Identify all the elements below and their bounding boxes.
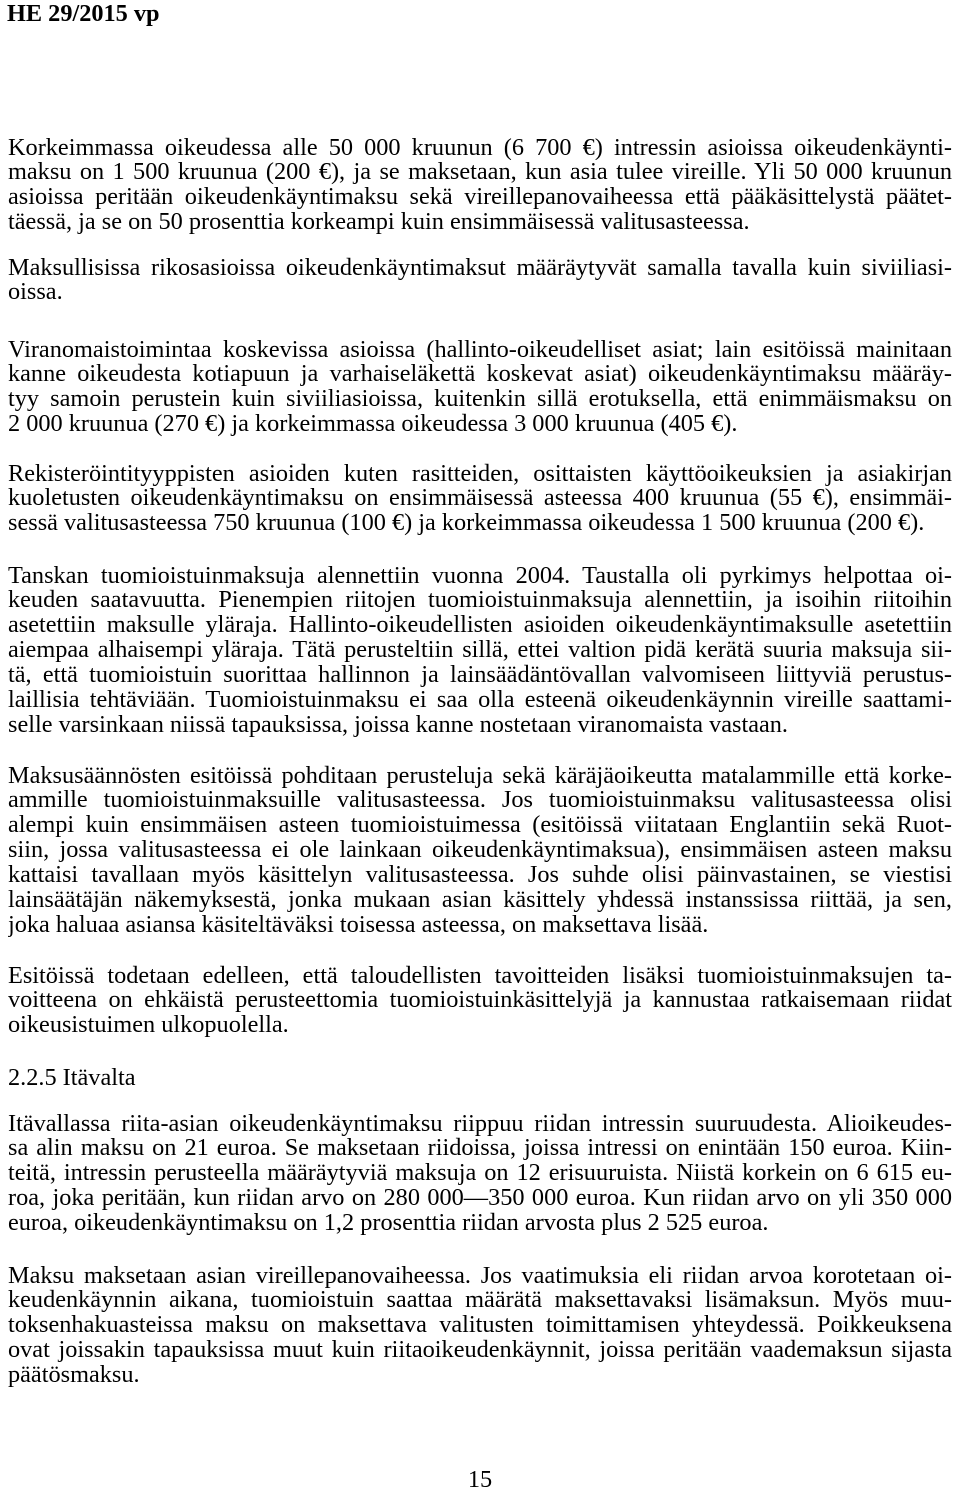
text-line: Tanskan tuomioistuinmaksuja alennettiin vuonna 2004. Taustalla oli pyrkimys helpottaa oi- bbox=[8, 563, 952, 589]
text-line: Itävallassa riita-asian oikeudenkäyntimaksu riippuu riidan intressin suuruudesta. Alioikeudes- bbox=[8, 1111, 952, 1137]
text-line: ammille tuomioistuinmaksuille valitusasteessa. Jos tuomioistuinmaksu valitusasteessa olisi bbox=[8, 788, 952, 814]
text-line: 2 000 kruunua (270 €) ja korkeimmassa oikeudessa 3 000 kruunua (405 €). bbox=[8, 412, 738, 438]
text-line: oissa. bbox=[8, 280, 63, 306]
text-line: kanne oikeudesta kotiapuun ja varhaiseläkettä koskevat asiat) oikeudenkäyntimaksu määräy- bbox=[8, 362, 952, 388]
text-line: Maksu maksetaan asian vireillepanovaiheessa. Jos vaatimuksia eli riidan arvoa korotetaan oi- bbox=[8, 1263, 952, 1289]
text-line: asioissa peritään oikeudenkäyntimaksu sekä vireillepanovaiheessa että pääkäsittelystä päätet- bbox=[8, 185, 952, 211]
text-line: toksenhakuasteissa maksu on maksettava valitusten toimittamisen yhteydessä. Poikkeuksena bbox=[8, 1313, 952, 1339]
paragraph-preparatory-works bbox=[8, 764, 952, 938]
page-number: 15 bbox=[467, 1466, 493, 1493]
text-line: Viranomaistoimintaa koskevissa asioissa (hallinto-oikeudelliset asiat; lain esitöissä mainitaan bbox=[8, 337, 952, 363]
text-line: voitteena on ehkäistä perusteettomia tuomioistuinkäsittelyjä ja kannustaa ratkaisemaan riidat bbox=[8, 988, 952, 1014]
text-line: teitä, intressin perusteella määräytyviä maksuja on 12 erisuuruista. Niistä korkein on 6 615 eu- bbox=[8, 1161, 952, 1187]
text-line: sa alin maksu on 21 euroa. Se maksetaan riidoissa, joissa intressi on enintään 150 euroa. Kiin- bbox=[8, 1136, 952, 1162]
paragraph-austria-payment-timing bbox=[8, 1264, 952, 1388]
text-line: tyy samoin perustein kuin siviiliasioissa, kuitenkin sillä erotuksella, että enimmäismaksu on bbox=[8, 387, 952, 413]
text-line: Korkeimmassa oikeudessa alle 50 000 kruunun (6 700 €) intressin asioissa oikeudenkäynti- bbox=[8, 135, 952, 161]
text-line: sessä valitusasteessa 750 kruunua (100 €) ja korkeimmassa oikeudessa 1 500 kruunua (200 €). bbox=[8, 511, 925, 537]
paragraph-denmark-fee-reduction bbox=[8, 564, 952, 738]
text-line: keudenkäynnin aikana, tuomioistuin saattaa määrätä maksettavaksi lisämaksun. Myös muu- bbox=[8, 1288, 952, 1314]
text-line: Esitöissä todetaan edelleen, että taloudellisten tavoitteiden lisäksi tuomioistuinmaksujen ta- bbox=[8, 963, 952, 989]
paragraph-criminal-cases bbox=[8, 256, 952, 306]
text-line: oikeusistuimen ulkopuolella. bbox=[8, 1013, 289, 1039]
text-line: roa, joka peritään, kun riidan arvo on 280 000—350 000 euroa. Kun riidan arvo on yli 350 000 bbox=[8, 1186, 952, 1212]
text-line: Rekisteröintityyppisten asioiden kuten rasitteiden, osittaisten käyttöoikeuksien ja asiakirjan bbox=[8, 461, 952, 487]
text-line: maksu on 1 500 kruunua (200 €), ja se maksetaan, kun asia tulee vireille. Yli 50 000 kruunun bbox=[8, 160, 952, 186]
text-line: joka haluaa asiansa käsiteltäväksi toisessa asteessa, on maksettava lisää. bbox=[8, 912, 709, 938]
text-line: Maksusäännösten esitöissä pohditaan perusteluja sekä käräjäoikeutta matalammille että korke- bbox=[8, 763, 952, 789]
text-line: kattaisi tavallaan myös käsittelyn valitusasteessa. Jos suhde olisi päinvastainen, se viestisi bbox=[8, 863, 952, 888]
text-line: alempi kuin ensimmäisen asteen tuomioistuimessa (esitöissä viitataan Englantiin sekä Ruot- bbox=[8, 813, 952, 839]
text-line: keuden saatavuutta. Pienempien riitojen tuomioistuinmaksuja alennettiin, ja isoihin riitoihin bbox=[8, 588, 952, 614]
paragraph-fee-objectives bbox=[8, 964, 952, 1039]
text-line: Maksullisissa rikosasioissa oikeudenkäyntimaksut määräytyvät samalla tavalla kuin siviiliasi- bbox=[8, 255, 952, 281]
text-line: päätösmaksu. bbox=[8, 1363, 140, 1388]
section-heading: 2.2.5 Itävalta bbox=[8, 1063, 136, 1091]
text-line: euroa, oikeudenkäyntimaksu on 1,2 prosenttia riidan arvosta plus 2 525 euroa. bbox=[8, 1211, 769, 1236]
text-line: siin, jossa valitusasteessa ei ole lainkaan oikeudenkäyntimaksua), ensimmäisen asteen maksu bbox=[8, 838, 952, 864]
text-line: tä, että tuomioistuin suorittaa hallinnon ja lainsäädäntövallan valvomiseen liittyviä perustus- bbox=[8, 663, 952, 688]
text-line: ovat joissakin tapauksissa muut kuin riitaoikeudenkäynnit, joissa peritään vaademaksun sijasta bbox=[8, 1338, 952, 1364]
text-line: lainsäätäjän näkemyksestä, jonka mukaan asian käsittely yhdessä instanssissa riittää, ja sen, bbox=[8, 887, 952, 913]
paragraph-supreme-court-fees bbox=[8, 136, 952, 236]
text-line: selle varsinkaan niissä tapauksissa, joissa kanne nostetaan viranomaista vastaan. bbox=[8, 712, 788, 738]
paragraph-registration-cases bbox=[8, 462, 952, 537]
text-line: asetettiin maksulle yläraja. Hallinto-oikeudellisten asioiden oikeudenkäyntimaksulle asetettiin bbox=[8, 613, 952, 639]
document-id-header: HE 29/2015 vp bbox=[7, 0, 160, 27]
paragraph-austria-civil-fees bbox=[8, 1112, 952, 1236]
text-line: täessä, ja se on 50 prosenttia korkeampi kuin ensimmäisessä valitusasteessa. bbox=[8, 210, 750, 236]
text-line: laillisia tehtäviään. Tuomioistuinmaksu ei saa olla esteenä oikeudenkäynnin vireille saattami- bbox=[8, 687, 952, 713]
text-line: kuoletusten oikeudenkäyntimaksu on ensimmäisessä asteessa 400 kruunua (55 €), ensimmäi- bbox=[8, 486, 952, 512]
text-line: aiempaa alhaisempi yläraja. Tätä perusteltiin sillä, ettei valtion pidä kerätä suuria maksuja sii- bbox=[8, 638, 952, 664]
paragraph-administrative-cases bbox=[8, 338, 952, 438]
